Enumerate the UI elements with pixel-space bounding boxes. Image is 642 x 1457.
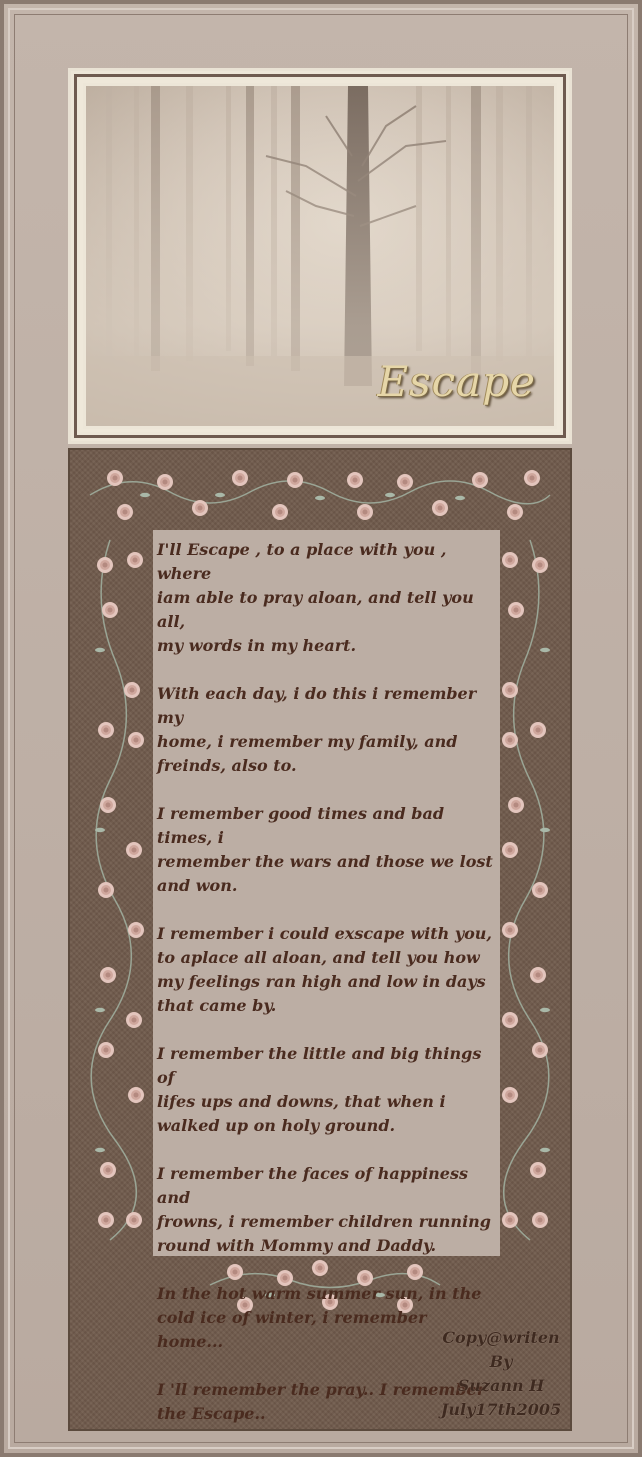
poem-stanza-6: I remember the faces of happiness and frowns, i remember children running round with Mommy and Daddy. <box>157 1164 491 1255</box>
credit-line-1: Copy@writen <box>442 1328 560 1347</box>
credit-line-4: July17th2005 <box>440 1400 562 1419</box>
poem-stanza-7: In the hot warm summer sun, in the cold ice of winter, i remember home... <box>157 1284 482 1351</box>
poem-stanza-5: I remember the little and big things of lifes ups and downs, that when i walked up on holy ground. <box>157 1044 482 1135</box>
poem-stanza-4: I remember i could exscape with you, to aplace all aloan, and tell you how my feelings ran high and low in days that came by. <box>157 924 492 1015</box>
poem-stanza-2: With each day, i do this i remember my home, i remember my family, and freinds, also to. <box>157 684 477 775</box>
poem-stanza-1: I'll Escape , to a place with you , where iam able to pray aloan, and tell you all, my words in my heart. <box>157 540 474 655</box>
copyright-credit <box>430 1326 572 1422</box>
header-photo-frame <box>68 68 572 444</box>
poem-panel <box>68 448 572 1431</box>
credit-line-3: Suzann H <box>457 1376 545 1395</box>
credit-line-2: By <box>489 1352 513 1371</box>
poem-text-box <box>153 530 500 1423</box>
header-title: Escape <box>377 357 536 406</box>
poem-stanza-8: I 'll remember the pray.. I remember the Escape.. <box>157 1380 486 1423</box>
poem-stanza-3: I remember good times and bad times, i remember the wars and those we lost and won. <box>157 804 493 895</box>
forest-photo <box>86 86 554 426</box>
